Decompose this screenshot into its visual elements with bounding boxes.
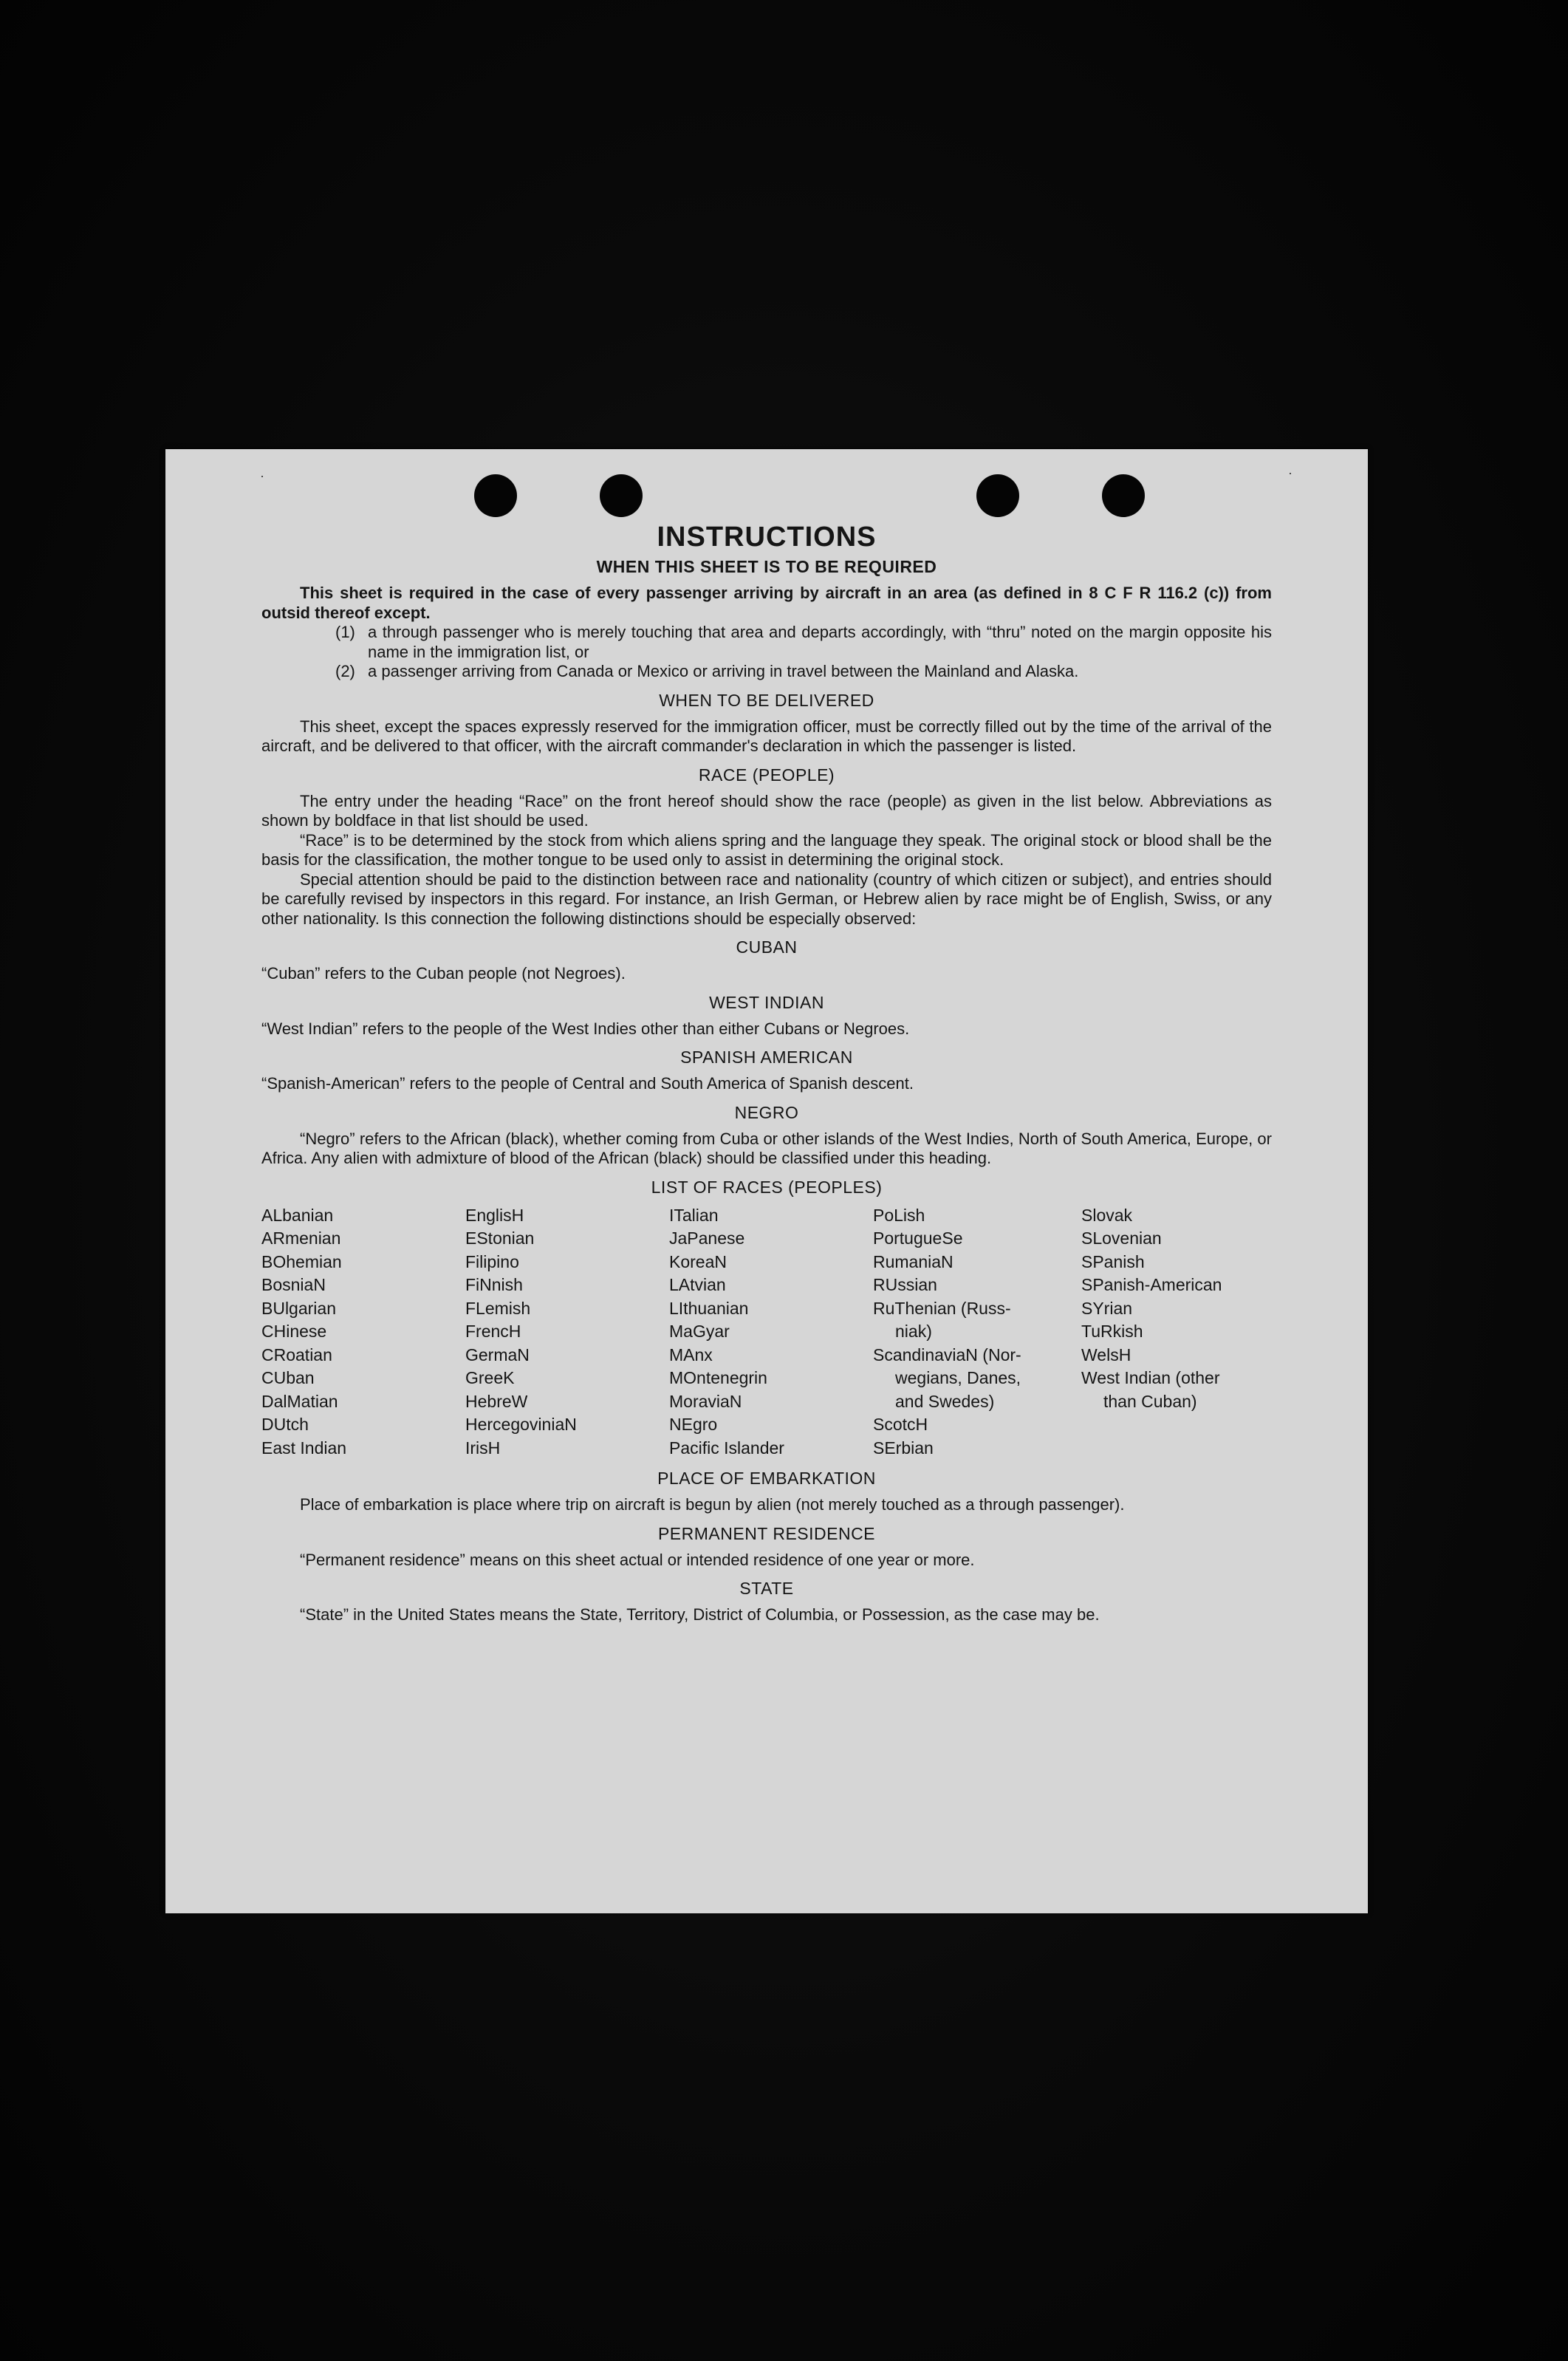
race-entry: BosniaN bbox=[261, 1275, 326, 1294]
punch-hole-3 bbox=[976, 474, 1019, 517]
west-indian-text: “West Indian” refers to the people of the West Indies other than either Cubans or Negroes. bbox=[261, 1019, 910, 1038]
race-entry: MOntenegrin bbox=[669, 1368, 767, 1387]
race-entry: MaGyar bbox=[669, 1322, 730, 1341]
race-entry: Slovak bbox=[1081, 1205, 1133, 1225]
races-column-3 bbox=[669, 1204, 873, 1460]
state-text: “State” in the United States means the State, Territory, District of Columbia, or Possession, as the case may be. bbox=[300, 1605, 1100, 1624]
race-entry: MAnx bbox=[669, 1344, 713, 1364]
race-entry: West Indian (other bbox=[1081, 1368, 1220, 1387]
race-entry: HebreW bbox=[465, 1391, 528, 1411]
exception-number: (1) bbox=[335, 623, 355, 641]
section-heading-state: STATE bbox=[739, 1579, 794, 1598]
race-entry: CUban bbox=[261, 1368, 315, 1387]
race-entry: FLemish bbox=[465, 1298, 531, 1318]
race-entry: DalMatian bbox=[261, 1391, 338, 1411]
embarkation-text: Place of embarkation is place where trip on aircraft is begun by alien (not merely touched as a through passenger). bbox=[300, 1495, 1125, 1514]
punch-hole-4 bbox=[1102, 474, 1145, 517]
section-heading-when-delivered: WHEN TO BE DELIVERED bbox=[659, 690, 874, 710]
race-entry: RuThenian (Russ- bbox=[873, 1298, 1011, 1318]
document-title: INSTRUCTIONS bbox=[657, 522, 877, 553]
section-heading-west-indian: WEST INDIAN bbox=[709, 992, 824, 1012]
race-entry: RumaniaN bbox=[873, 1251, 954, 1271]
race-entry: GermaN bbox=[465, 1344, 530, 1364]
section-heading-negro: NEGRO bbox=[734, 1102, 799, 1122]
race-entry: ARmenian bbox=[261, 1229, 341, 1248]
race-entry: HercegoviniaN bbox=[465, 1415, 577, 1434]
race-entry: SPanish-American bbox=[1081, 1275, 1222, 1294]
race-entry: ScotcH bbox=[873, 1415, 928, 1434]
race-entry: PortugueSe bbox=[873, 1229, 963, 1248]
race-entry: BUlgarian bbox=[261, 1298, 336, 1318]
race-entry: Filipino bbox=[465, 1251, 519, 1271]
exception-number: (2) bbox=[335, 662, 355, 680]
section-heading-spanish-american: SPANISH AMERICAN bbox=[680, 1048, 853, 1067]
exception-text: a passenger arriving from Canada or Mexico or arriving in travel between the Mainland and Alaska. bbox=[368, 662, 1079, 680]
instruction-sheet bbox=[165, 449, 1368, 1913]
race-entry: East Indian bbox=[261, 1438, 347, 1458]
race-entry: PoLish bbox=[873, 1205, 925, 1225]
race-entry: LIthuanian bbox=[669, 1298, 749, 1318]
races-column-5 bbox=[1081, 1204, 1272, 1460]
race-entry: LAtvian bbox=[669, 1275, 726, 1294]
race-entry: SLovenian bbox=[1081, 1229, 1162, 1248]
race-entry: ALbanian bbox=[261, 1205, 334, 1225]
spanish-american-text: “Spanish-American” refers to the people of Central and South America of Spanish descent. bbox=[261, 1074, 914, 1093]
race-entry: KoreaN bbox=[669, 1251, 727, 1271]
race-entry: TuRkish bbox=[1081, 1322, 1143, 1341]
race-entry: GreeK bbox=[465, 1368, 515, 1387]
race-entry: ITalian bbox=[669, 1205, 719, 1225]
races-column-4 bbox=[873, 1204, 1081, 1460]
race-entry: SErbian bbox=[873, 1438, 934, 1458]
race-entry: IrisH bbox=[465, 1438, 501, 1458]
race-paragraph-1: The entry under the heading “Race” on the front hereof should show the race (people) as given in the list below. Abbreviations as shown by boldface in that list should be used. bbox=[261, 791, 1272, 830]
race-entry: EnglisH bbox=[465, 1205, 524, 1225]
race-entry: CHinese bbox=[261, 1322, 327, 1341]
race-entry: NEgro bbox=[669, 1415, 718, 1434]
race-entry: ScandinaviaN (Nor- bbox=[873, 1344, 1021, 1364]
when-required-intro: This sheet is required in the case of every passenger arriving by aircraft in an area (as defined in 8 C F R 116.2 (c)) from outsid thereof except. bbox=[261, 584, 1272, 622]
section-heading-list-of-races: LIST OF RACES (PEOPLES) bbox=[651, 1177, 883, 1197]
race-entry-continued: and Swedes) bbox=[895, 1391, 995, 1411]
race-entry: EStonian bbox=[465, 1229, 535, 1248]
section-heading-race: RACE (PEOPLE) bbox=[698, 765, 835, 785]
race-entry: MoraviaN bbox=[669, 1391, 742, 1411]
punch-hole-1 bbox=[474, 474, 517, 517]
race-entry-continued: niak) bbox=[895, 1322, 932, 1341]
negro-text: “Negro” refers to the African (black), whether coming from Cuba or other islands of the West Indies, North of South America, Europe, or Africa. Any alien with admixture of blood of the African (black) should be classified under this heading. bbox=[261, 1129, 1272, 1167]
punch-hole-2 bbox=[600, 474, 643, 517]
race-entry: WelsH bbox=[1081, 1344, 1132, 1364]
race-paragraph-2: “Race” is to be determined by the stock from which aliens spring and the language they speak. The original stock or blood shall be the basis for the classification, the mother tongue to be used only to assist in determining the original stock. bbox=[261, 830, 1272, 869]
race-entry: FiNnish bbox=[465, 1275, 523, 1294]
race-entry: DUtch bbox=[261, 1415, 309, 1434]
scan-speck: · bbox=[260, 468, 264, 483]
document-content bbox=[261, 520, 1272, 1625]
scan-speck: · bbox=[1288, 465, 1293, 480]
races-column-1 bbox=[261, 1204, 465, 1460]
race-entry-continued: wegians, Danes, bbox=[895, 1368, 1021, 1387]
race-entry-continued: than Cuban) bbox=[1103, 1391, 1197, 1411]
race-entry: BOhemian bbox=[261, 1251, 342, 1271]
race-entry: SYrian bbox=[1081, 1298, 1133, 1318]
section-heading-embarkation: PLACE OF EMBARKATION bbox=[657, 1469, 876, 1488]
races-list bbox=[261, 1204, 1272, 1460]
section-heading-when-required: WHEN THIS SHEET IS TO BE REQUIRED bbox=[596, 557, 937, 576]
cuban-text: “Cuban” refers to the Cuban people (not Negroes). bbox=[261, 964, 626, 983]
when-delivered-text: This sheet, except the spaces expressly reserved for the immigration officer, must be correctly filled out by the time of the arrival of the aircraft, and be delivered to that officer, with the aircraft commander's declaration in which the passenger is listed. bbox=[261, 717, 1272, 755]
exception-item-2 bbox=[261, 662, 1272, 682]
exception-text: a through passenger who is merely touching that area and departs accordingly, with “thru” noted on the margin opposite his name in the immigration list, or bbox=[368, 623, 1272, 661]
exception-item-1 bbox=[261, 623, 1272, 662]
race-entry: FrencH bbox=[465, 1322, 521, 1341]
race-entry: CRoatian bbox=[261, 1344, 332, 1364]
race-entry: RUssian bbox=[873, 1275, 937, 1294]
race-paragraph-3: Special attention should be paid to the distinction between race and nationality (country of which citizen or subject), and entries should be carefully revised by inspectors in this regard. For instance, an Irish German, or Hebrew alien by race might be of English, Swiss, or any other nationality. Is this connection the following distinctions should be especially observed: bbox=[261, 869, 1272, 928]
race-entry: Pacific Islander bbox=[669, 1438, 784, 1458]
race-entry: SPanish bbox=[1081, 1251, 1145, 1271]
section-heading-permanent-residence: PERMANENT RESIDENCE bbox=[657, 1523, 876, 1543]
race-entry: JaPanese bbox=[669, 1229, 745, 1248]
permanent-residence-text: “Permanent residence” means on this sheet actual or intended residence of one year or more. bbox=[300, 1550, 975, 1569]
races-column-2 bbox=[465, 1204, 669, 1460]
section-heading-cuban: CUBAN bbox=[736, 937, 798, 957]
